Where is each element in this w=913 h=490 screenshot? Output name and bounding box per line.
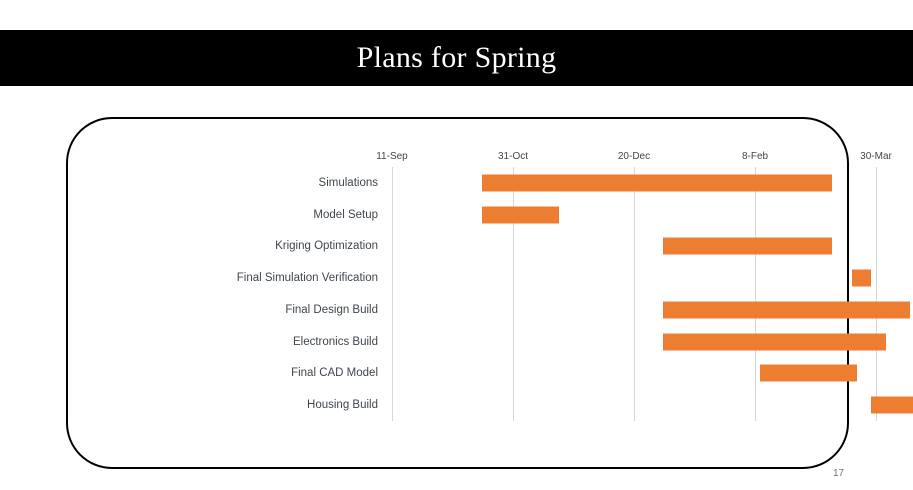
gantt-row-label: Model Setup xyxy=(313,208,378,221)
chart-x-axis xyxy=(68,119,892,471)
x-axis-tick-label: 20-Dec xyxy=(617,151,651,162)
gantt-bar xyxy=(663,238,832,255)
gantt-row-label: Final Design Build xyxy=(285,303,378,316)
gantt-chart-card xyxy=(66,117,892,469)
gantt-chart-plot xyxy=(68,119,892,471)
x-axis-tick-label: 8-Feb xyxy=(741,151,769,162)
x-axis-tick-label: 11-Sep xyxy=(376,151,408,162)
gantt-row-label: Housing Build xyxy=(307,399,378,412)
slide-number: 17 xyxy=(833,468,845,479)
gantt-bar xyxy=(663,301,910,318)
gantt-bar xyxy=(760,365,857,382)
chart-gridline xyxy=(513,167,514,421)
gantt-bar xyxy=(663,333,886,350)
x-axis-tick-label: 30-Mar xyxy=(860,151,892,162)
gantt-bar xyxy=(482,206,559,223)
chart-gridline xyxy=(876,167,877,421)
gantt-bar xyxy=(852,270,871,287)
x-axis-tick-label: 31-Oct xyxy=(497,151,529,162)
gantt-bar xyxy=(482,174,833,191)
gantt-row-label: Kriging Optimization xyxy=(275,240,378,253)
page-title: Plans for Spring xyxy=(356,41,557,74)
chart-gridline xyxy=(392,167,393,421)
gantt-row-label: Electronics Build xyxy=(292,335,378,348)
slide-title-banner xyxy=(0,30,913,86)
gantt-row-label: Final Simulation Verification xyxy=(236,272,378,285)
gantt-bar xyxy=(871,397,913,414)
gantt-row-label: Final CAD Model xyxy=(291,367,378,380)
chart-gridline xyxy=(634,167,635,421)
chart-gridline xyxy=(755,167,756,421)
gantt-row-label: Simulations xyxy=(318,176,378,189)
